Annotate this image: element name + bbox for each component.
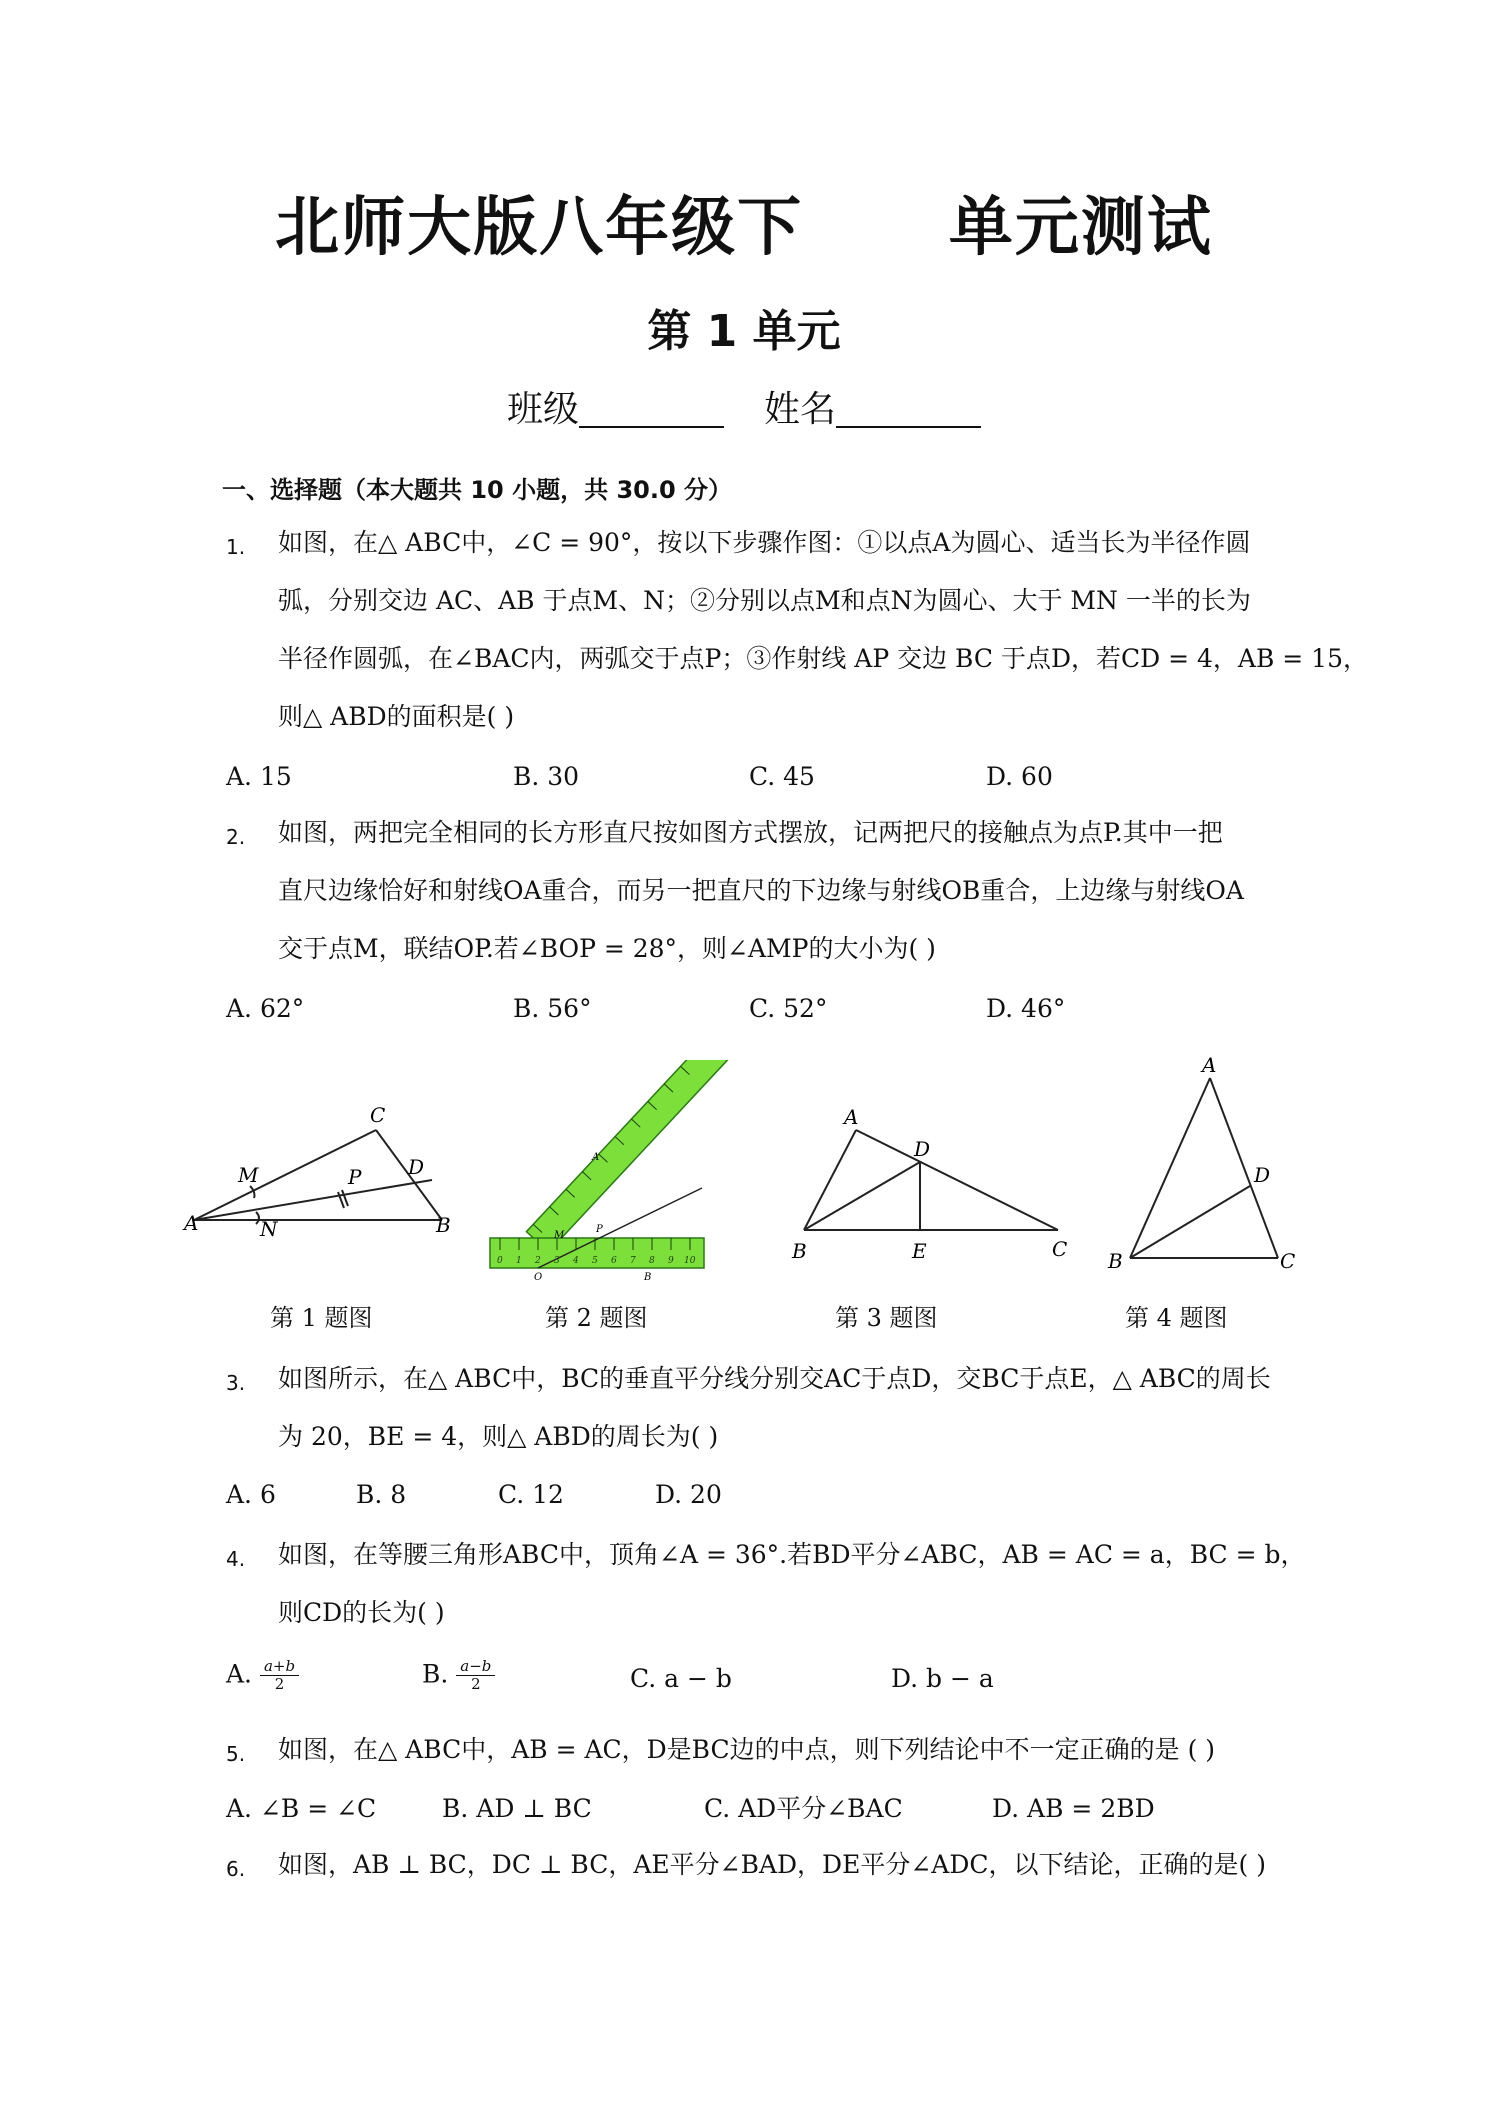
question-5-number: 5.: [226, 1742, 246, 1766]
q3-option-c[interactable]: C. 12: [498, 1480, 564, 1509]
name-blank: [836, 392, 981, 428]
question-4-line-2: 则CD的长为( ): [278, 1598, 445, 1627]
question-6-line-1: 如图，AB ⊥ BC，DC ⊥ BC，AE平分∠BAD，DE平分∠ADC，以下结论，正确的是( ): [278, 1850, 1266, 1879]
question-2-line-3: 交于点M，联结OP.若∠BOP = 28°，则∠AMP的大小为( ): [278, 934, 936, 963]
question-1-line-1: 如图，在△ ABC中，∠C = 90°，按以下步骤作图：①以点A为圆心、适当长为半径作圆: [278, 528, 1251, 557]
q2-option-b[interactable]: B. 56°: [513, 994, 592, 1023]
q1-option-d[interactable]: D. 60: [986, 762, 1053, 791]
q4-option-a-label: A.: [226, 1659, 253, 1689]
q4-option-a-fraction: $\frac{a+b}{2}$: [260, 1658, 299, 1694]
fig2-label-b: B: [644, 1272, 652, 1280]
figure-4: [1100, 1048, 1310, 1280]
q3-option-b[interactable]: B. 8: [356, 1480, 407, 1509]
question-3-number: 3.: [226, 1371, 246, 1395]
question-5-line-1: 如图，在△ ABC中，AB = AC，D是BC边的中点，则下列结论中不一定正确的是 ( ): [278, 1735, 1216, 1764]
fig2-label-a: A: [592, 1152, 600, 1163]
fig3-label-b: B: [792, 1239, 807, 1263]
q3-option-d[interactable]: D. 20: [655, 1480, 722, 1509]
fig2-tick-1: 1: [516, 1256, 522, 1266]
fig2-tick-7: 7: [630, 1256, 636, 1266]
figure-1-caption: 第 1 题图: [270, 1304, 373, 1332]
q1-option-c[interactable]: C. 45: [749, 762, 815, 791]
fig1-arc-p: [338, 1190, 348, 1208]
q4-option-b-fraction: $\frac{a-b}{2}$: [456, 1658, 495, 1694]
fig3-label-c: C: [1052, 1237, 1068, 1261]
question-1-number: 1.: [226, 535, 246, 559]
fig1-label-a: A: [184, 1211, 199, 1235]
section-heading: 一、选择题（本大题共 10 小题，共 30.0 分）: [222, 476, 733, 504]
q5-option-d[interactable]: D. AB = 2BD: [992, 1794, 1155, 1823]
fig2-tick-9: 9: [668, 1256, 674, 1266]
q4-option-b[interactable]: [422, 1658, 495, 1694]
fig2-label-o: O: [534, 1272, 543, 1280]
fig2-tick-0: 0: [497, 1256, 503, 1266]
fig1-arc-n: [256, 1212, 259, 1224]
fig4-label-b: B: [1108, 1249, 1123, 1273]
class-blank: [579, 392, 724, 428]
question-2-line-2: 直尺边缘恰好和射线OA重合，而另一把直尺的下边缘与射线OB重合，上边缘与射线OA: [278, 876, 1244, 905]
question-2-number: 2.: [226, 825, 246, 849]
q2-option-a[interactable]: A. 62°: [226, 994, 305, 1023]
question-3-line-1: 如图所示，在△ ABC中，BC的垂直平分线分别交AC于点D，交BC于点E，△ ABC的周长: [278, 1364, 1271, 1393]
q2-option-c[interactable]: C. 52°: [749, 994, 828, 1023]
fig4-label-d: D: [1254, 1163, 1271, 1187]
fig4-segment-ba: [1130, 1078, 1210, 1258]
question-1-line-2: 弧，分别交边 AC、AB 于点M、N；②分别以点M和点N为圆心、大于 MN 一半的长为: [278, 586, 1251, 615]
fig1-label-m: M: [238, 1163, 259, 1187]
fig3-label-e: E: [912, 1239, 927, 1263]
q4-option-c[interactable]: C. a − b: [630, 1664, 732, 1693]
unit-subtitle: 第 1 单元: [647, 306, 841, 357]
q5-option-c[interactable]: C. AD平分∠BAC: [704, 1794, 903, 1823]
fig3-segment-ac: [856, 1130, 1058, 1230]
question-1-line-4: 则△ ABD的面积是( ): [278, 702, 515, 731]
fig1-label-p: P: [348, 1165, 362, 1189]
fig1-label-b: B: [436, 1213, 451, 1237]
figure-4-caption: 第 4 题图: [1125, 1304, 1228, 1332]
fig2-tick-6: 6: [611, 1256, 617, 1266]
question-1-line-3: 半径作圆弧，在∠BAC内，两弧交于点P；③作射线 AP 交边 BC 于点D，若CD = 4，AB = 15，: [278, 644, 1368, 673]
q5-option-b[interactable]: B. AD ⊥ BC: [442, 1794, 592, 1823]
fig2-label-m: M: [554, 1230, 565, 1241]
figure-3: [780, 1100, 1080, 1270]
fig3-label-a: A: [844, 1105, 859, 1129]
fig2-tick-10: 10: [684, 1256, 696, 1266]
q4-option-b-label: B.: [422, 1659, 449, 1689]
fig4-label-a: A: [1202, 1053, 1217, 1077]
fig2-tick-4: 4: [573, 1256, 579, 1266]
fig1-label-d: D: [408, 1155, 425, 1179]
class-name-line: [0, 389, 1488, 430]
fig1-label-n: N: [260, 1217, 278, 1241]
question-6-number: 6.: [226, 1857, 246, 1881]
q2-option-d[interactable]: D. 46°: [986, 994, 1066, 1023]
question-2-line-1: 如图，两把完全相同的长方形直尺按如图方式摆放，记两把尺的接触点为点P.其中一把: [278, 818, 1223, 847]
class-label: 班级: [506, 389, 579, 430]
q5-option-a[interactable]: A. ∠B = ∠C: [226, 1794, 377, 1823]
page-title: 北师大版八年级下 单元测试: [275, 191, 1213, 265]
figure-2: [484, 1060, 754, 1280]
fig3-label-d: D: [914, 1137, 931, 1161]
q4-option-a[interactable]: [226, 1658, 299, 1694]
q4-option-d[interactable]: D. b − a: [891, 1664, 994, 1693]
q3-option-a[interactable]: A. 6: [226, 1480, 276, 1509]
fig1-label-c: C: [370, 1103, 386, 1127]
figure-2-caption: 第 2 题图: [545, 1304, 648, 1332]
fig2-tick-2: 2: [535, 1256, 541, 1266]
fig4-segment-bd: [1130, 1186, 1250, 1258]
q1-option-b[interactable]: B. 30: [513, 762, 580, 791]
fig1-ray-ap: [194, 1180, 432, 1220]
question-4-line-1: 如图，在等腰三角形ABC中，顶角∠A = 36°.若BD平分∠ABC，AB = AC = a，BC = b，: [278, 1540, 1306, 1569]
fig2-tilted-ruler: [526, 1060, 727, 1252]
figure-3-caption: 第 3 题图: [835, 1304, 938, 1332]
name-label: 姓名: [764, 389, 837, 430]
fig2-tick-8: 8: [649, 1256, 655, 1266]
fig2-tick-3: 3: [554, 1256, 560, 1266]
question-4-number: 4.: [226, 1547, 246, 1571]
fig4-label-c: C: [1280, 1249, 1296, 1273]
fig2-label-p: P: [596, 1224, 603, 1235]
fig2-tick-5: 5: [592, 1256, 598, 1266]
q1-option-a[interactable]: A. 15: [226, 762, 292, 791]
question-3-line-2: 为 20，BE = 4，则△ ABD的周长为( ): [278, 1422, 719, 1451]
figure-1: [180, 1070, 460, 1250]
